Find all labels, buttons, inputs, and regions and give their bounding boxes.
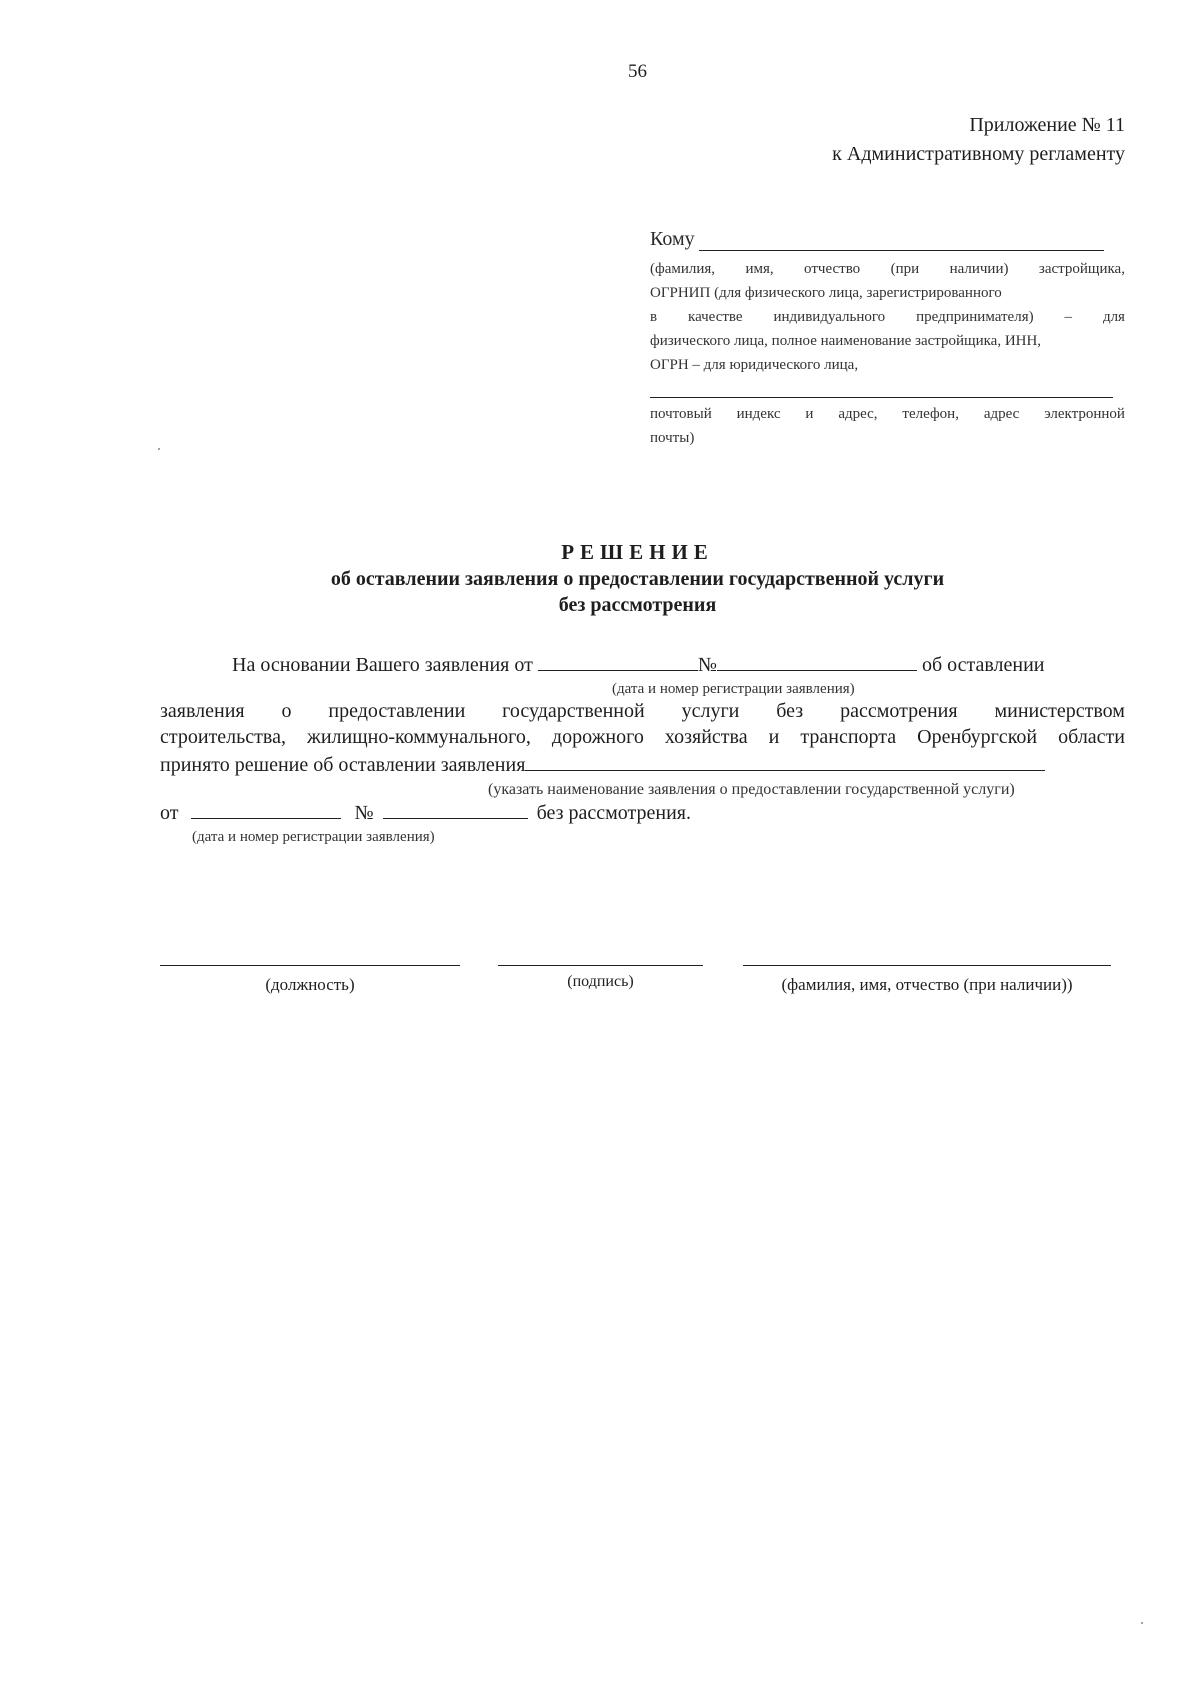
scan-speck [1141,1622,1143,1624]
document-subtitle-1: об оставлении заявления о предоставлении государственной услуги [330,568,945,590]
address-field[interactable] [650,385,1113,398]
application-number-field[interactable] [717,652,917,671]
hint-registration-date: (дата и номер регистрации заявления) [192,829,435,845]
caption-signature: (подпись) [567,973,634,990]
hint-application-name: (указать наименование заявления о предоставлении государственной услуги) [488,781,1015,798]
page-number: 56 [628,61,647,82]
paragraph-1-line-4: принято решение об оставлении заявления [160,752,1045,777]
caption-full-name: (фамилия, имя, отчество (при наличии)) [781,975,1073,994]
document-title: РЕШЕНИЕ [561,540,714,564]
caption-position: (должность) [265,975,355,994]
paragraph-1-line-5: от № без рассмотрения. [160,802,692,824]
addressee-block [650,228,1125,450]
paragraph-1-line-1: На основании Вашего заявления от № об оставлении [232,654,1045,676]
scan-speck [158,448,160,450]
paragraph-1-line-2: заявления о предоставлении государственной услуги без рассмотрения министерством [160,700,1125,722]
application-date-field[interactable] [538,652,698,671]
registration-date-field[interactable] [191,800,341,819]
full-name-field[interactable] [743,963,1111,966]
position-field[interactable] [160,963,460,966]
application-name-field[interactable] [525,752,1045,771]
appendix-reference: к Административному регламенту [832,143,1125,165]
signature-field[interactable] [498,963,703,966]
hint-application-date: (дата и номер регистрации заявления) [612,681,855,697]
registration-number-field[interactable] [383,800,528,819]
address-note-line-2: почты) [650,430,695,446]
appendix-header [832,111,1125,169]
addressee-note-line-1: (фамилия, имя, отчество (при наличии) застройщика, [650,261,1125,277]
addressee-note-line-2: ОГРНИП (для физического лица, зарегистрированного [650,285,1002,301]
addressee-note-line-4: физического лица, полное наименование застройщика, ИНН, [650,333,1042,349]
appendix-number: Приложение № 11 [969,114,1125,136]
addressee-note-line-5: ОГРН – для юридического лица, [650,357,859,373]
addressee-note-line-3: в качестве индивидуального предпринимателя) – для [650,309,1125,325]
paragraph-1-line-3: строительства, жилищно-коммунального, дорожного хозяйства и транспорта Оренбургской области [160,726,1125,748]
to-label: Кому [650,228,695,250]
to-line [650,228,1125,251]
address-note-line-1: почтовый индекс и адрес, телефон, адрес электронной [650,406,1125,422]
document-subtitle-2: без рассмотрения [558,594,717,616]
to-field[interactable] [699,232,1104,251]
